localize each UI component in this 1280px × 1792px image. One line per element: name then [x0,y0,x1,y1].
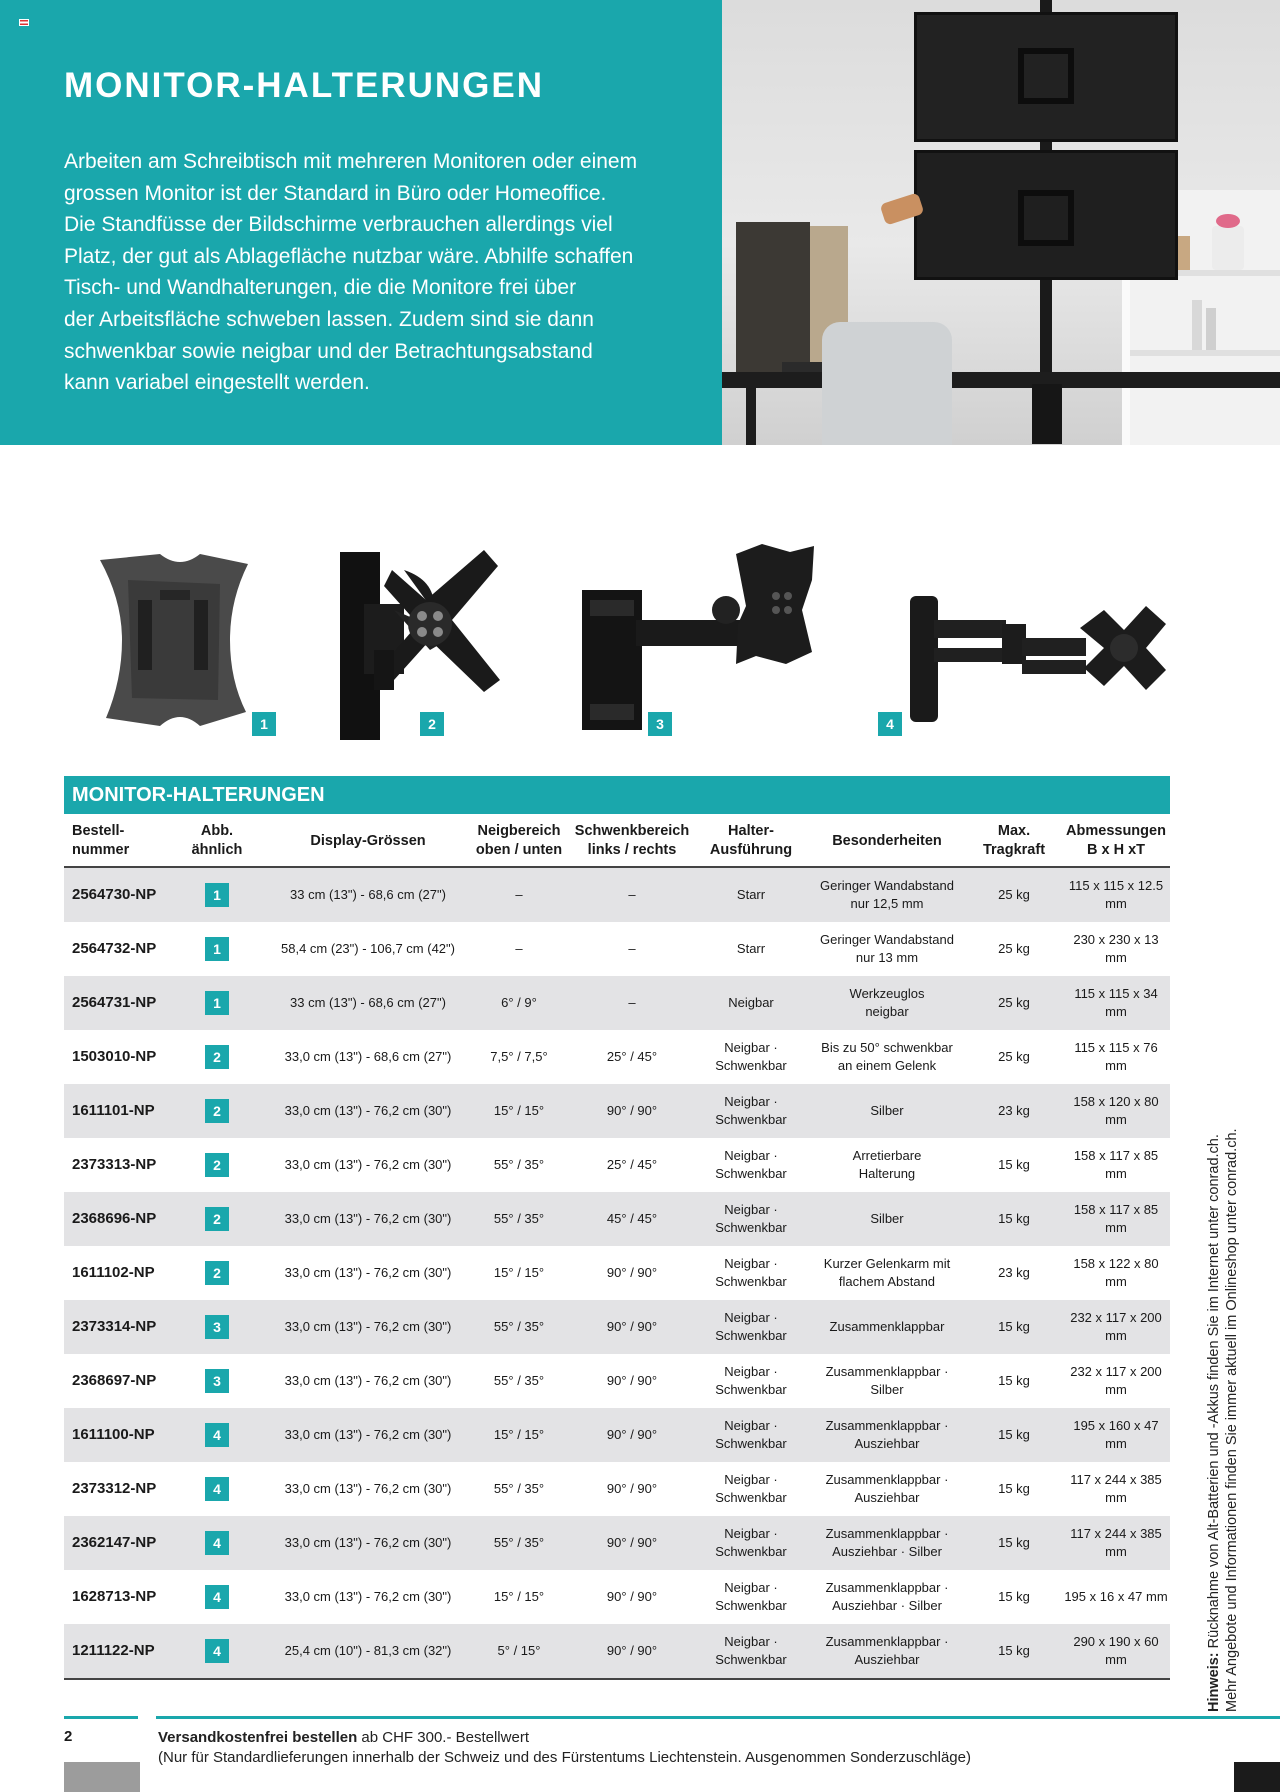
tilt-range: 15° / 15° [493,1589,545,1604]
hero-text-line: Arbeiten am Schreibtisch mit mehreren Monitoren oder einem [64,150,638,173]
dimensions: 232 x 117 x 200 mm [1070,1364,1162,1397]
features: Zusammenklappbar · Ausziehbar [825,1472,949,1505]
footer-text: ab CHF 300.- Bestellwert [357,1729,529,1746]
order-number: 1611100-NP [72,1426,155,1443]
features: Zusammenklappbar · Ausziehbar · Silber [825,1580,949,1613]
header-abmessungen: Abmessungen B x H xT [1066,823,1166,858]
order-number: 2373314-NP [72,1318,157,1335]
figure-badge: 1 [205,883,229,907]
figure-badge: 3 [648,712,672,736]
figure-cell [166,1030,268,1084]
max-load: 25 kg [998,887,1030,902]
figure-badge: 4 [878,712,902,736]
table-row [64,1624,1170,1678]
dimensions: 158 x 122 x 80 mm [1073,1256,1159,1289]
figure-cell [166,1084,268,1138]
figure-badge: 1 [205,991,229,1015]
figure-cell [166,1624,268,1678]
display-size: 33,0 cm (13") - 76,2 cm (30") [284,1535,452,1550]
footer-rule [156,1716,1280,1719]
figure-cell [166,1192,268,1246]
figure-cell [166,1300,268,1354]
figure-cell [166,1408,268,1462]
figure-badge: 2 [205,1261,229,1285]
features: Kurzer Gelenkarm mit flachem Abstand [823,1256,951,1289]
table-row [64,976,1170,1030]
mount-type: Neigbar · Schwenkbar [715,1580,787,1613]
features: Geringer Wandabstand nur 13 mm [820,932,954,965]
swivel-range: 90° / 90° [606,1265,658,1280]
table-row [64,1570,1170,1624]
dimensions: 158 x 117 x 85 mm [1073,1202,1159,1235]
max-load: 15 kg [998,1427,1030,1442]
side-note [1205,1112,1241,1712]
max-load: 15 kg [998,1535,1030,1550]
product-image-3 [576,540,776,740]
table-bottom-rule [64,1678,1170,1680]
hero-text-line: grossen Monitor ist der Standard in Büro oder Homeoffice. [64,181,607,205]
display-size: 33,0 cm (13") - 76,2 cm (30") [284,1319,452,1334]
product-image-4 [874,540,1074,740]
order-number: 2368696-NP [72,1210,157,1227]
features: Zusammenklappbar [829,1319,945,1334]
dimensions: 117 x 244 x 385 mm [1070,1526,1162,1559]
footer-rule [64,1716,138,1719]
product-image-2 [334,540,534,740]
hero-text-line: Platz, der gut als Ablagefläche nutzbar wäre. Abhilfe schaffen [64,244,634,268]
tilt-range: 55° / 35° [493,1535,545,1550]
hero-section [0,0,1280,445]
mount-type: Neigbar · Schwenkbar [715,1040,787,1073]
dimensions: 230 x 230 x 13 mm [1073,932,1159,965]
order-number: 2368697-NP [72,1372,157,1389]
tilt-range: – [515,887,523,902]
max-load: 15 kg [998,1319,1030,1334]
table-row [64,1516,1170,1570]
dimensions: 115 x 115 x 12.5 mm [1068,878,1164,911]
tilt-range: 55° / 35° [493,1211,545,1226]
header-neigbereich: Neigbereich oben / unten [475,823,563,858]
dimensions: 195 x 160 x 47 mm [1073,1418,1159,1451]
side-note-line2: Mehr Angebote und Informationen finden Sie immer aktuell im Onlineshop unter conrad.ch. [1224,1128,1240,1712]
tilt-range: 7,5° / 7,5° [490,1049,548,1064]
mount-type: Neigbar · Schwenkbar [715,1418,787,1451]
max-load: 15 kg [998,1481,1030,1496]
order-number: 2373313-NP [72,1156,157,1173]
folding-arm-mount-icon [576,540,826,740]
hero-panel [0,0,722,445]
table-row [64,1408,1170,1462]
mount-type: Starr [736,941,766,956]
extending-arm-mount-icon [874,540,1174,740]
table-row [64,1246,1170,1300]
table-title: MONITOR-HALTERUNGEN [64,776,1170,814]
order-number: 1628713-NP [72,1588,157,1605]
hero-intro-text [64,146,684,399]
figure-cell [166,922,268,976]
header-abb: Abb. ähnlich [191,823,243,858]
max-load: 25 kg [998,1049,1030,1064]
hero-text-line: Tisch- und Wandhalterungen, die die Monitore frei über [64,276,577,300]
dimensions: 115 x 115 x 76 mm [1074,1040,1158,1073]
features: Werkzeuglos neigbar [849,986,925,1019]
dimensions: 115 x 115 x 34 mm [1074,986,1158,1019]
footer-shipping-text [158,1728,971,1768]
swivel-range: 90° / 90° [606,1103,658,1118]
swivel-range: – [628,995,636,1010]
table-header [64,814,1170,868]
display-size: 33,0 cm (13") - 76,2 cm (30") [284,1103,452,1118]
footer-bold-text: Versandkostenfrei bestellen [158,1729,358,1746]
max-load: 15 kg [998,1157,1030,1172]
figure-badge: 1 [205,937,229,961]
product-image-1 [80,540,280,740]
figure-cell [166,1570,268,1624]
figure-badge: 4 [205,1585,229,1609]
dimensions: 232 x 117 x 200 mm [1070,1310,1162,1343]
mount-type: Neigbar [728,995,774,1010]
dimensions: 195 x 16 x 47 mm [1064,1589,1168,1604]
max-load: 15 kg [998,1211,1030,1226]
swivel-range: 90° / 90° [606,1427,658,1442]
figure-badge: 4 [205,1477,229,1501]
features: Zusammenklappbar · Silber [825,1364,949,1397]
mount-type: Neigbar · Schwenkbar [715,1256,787,1289]
figure-badge: 2 [205,1153,229,1177]
hero-photo-desk-monitors [722,0,1280,445]
order-number: 1503010-NP [72,1048,157,1065]
max-load: 15 kg [998,1643,1030,1658]
table-row [64,1354,1170,1408]
order-number: 2564731-NP [72,994,157,1011]
swivel-range: 90° / 90° [606,1535,658,1550]
dimensions: 290 x 190 x 60 mm [1073,1634,1159,1667]
swivel-range: – [628,887,636,902]
mount-type: Neigbar · Schwenkbar [715,1148,787,1181]
figure-badge: 2 [205,1045,229,1069]
header-halter: Halter- Ausführung [709,823,793,858]
display-size: 33,0 cm (13") - 76,2 cm (30") [284,1481,452,1496]
footer-grey-block [64,1762,140,1792]
display-size: 33,0 cm (13") - 76,2 cm (30") [284,1427,452,1442]
order-number: 2373312-NP [72,1480,157,1497]
display-size: 33,0 cm (13") - 68,6 cm (27") [284,1049,452,1064]
header-schwenkbereich: Schwenkbereich links / rechts [574,823,690,858]
mount-type: Neigbar · Schwenkbar [715,1472,787,1505]
figure-badge: 2 [205,1207,229,1231]
dimensions: 158 x 120 x 80 mm [1073,1094,1159,1127]
header-tragkraft: Max. Tragkraft [982,823,1046,858]
table-row [64,1084,1170,1138]
figure-cell [166,1354,268,1408]
mount-type: Starr [736,887,766,902]
table-row [64,922,1170,976]
order-number: 1211122-NP [72,1642,155,1659]
swivel-range: – [628,941,636,956]
features: Zusammenklappbar · Ausziehbar · Silber [825,1526,949,1559]
hero-text-line: der Arbeitsfläche schweben lassen. Zudem sind sie dann [64,307,594,331]
figure-badge: 1 [252,712,276,736]
tilt-range: 55° / 35° [493,1373,545,1388]
swivel-range: 90° / 90° [606,1643,658,1658]
tilt-range: 55° / 35° [493,1481,545,1496]
figure-badge: 4 [205,1639,229,1663]
mount-type: Neigbar · Schwenkbar [715,1634,787,1667]
page-number: 2 [64,1728,73,1745]
display-size: 33,0 cm (13") - 76,2 cm (30") [284,1265,452,1280]
side-note-line1: Rücknahme von Alt-Batterien und -Akkus finden Sie im Internet unter conrad.ch. [1206,1134,1222,1649]
header-display: Display-Grössen [310,832,426,849]
figure-cell [166,1516,268,1570]
max-load: 25 kg [998,941,1030,956]
display-size: 58,4 cm (23") - 106,7 cm (42") [281,941,455,956]
order-number: 1611101-NP [72,1102,155,1119]
features: Silber [870,1103,904,1118]
order-number: 2564732-NP [72,940,157,957]
swivel-range: 90° / 90° [606,1373,658,1388]
mount-type: Neigbar · Schwenkbar [715,1094,787,1127]
table-row [64,1138,1170,1192]
display-size: 33 cm (13") - 68,6 cm (27") [290,887,446,902]
max-load: 15 kg [998,1373,1030,1388]
tilt-range: – [515,941,523,956]
flag-icon [19,19,29,26]
hero-text-line: schwenkbar sowie neigbar und der Betrachtungsabstand [64,339,593,363]
figure-cell [166,1462,268,1516]
hero-text-line: Die Standfüsse der Bildschirme verbrauchen allerdings viel [64,213,613,237]
order-number: 2564730-NP [72,886,157,903]
tilt-range: 15° / 15° [493,1103,545,1118]
dimensions: 158 x 117 x 85 mm [1073,1148,1159,1181]
header-besonderheiten: Besonderheiten [832,832,942,849]
hero-title: MONITOR-HALTERUNGEN [64,66,545,105]
mount-type: Neigbar · Schwenkbar [715,1202,787,1235]
dimensions: 117 x 244 x 385 mm [1070,1472,1162,1505]
max-load: 15 kg [998,1589,1030,1604]
tilt-range: 15° / 15° [493,1427,545,1442]
features: Geringer Wandabstand nur 12,5 mm [820,878,954,911]
display-size: 33,0 cm (13") - 76,2 cm (30") [284,1211,452,1226]
table-body [64,868,1170,1678]
features: Zusammenklappbar · Ausziehbar [825,1634,949,1667]
features: Silber [870,1211,904,1226]
table-row [64,1462,1170,1516]
max-load: 25 kg [998,995,1030,1010]
display-size: 33,0 cm (13") - 76,2 cm (30") [284,1373,452,1388]
swivel-range: 90° / 90° [606,1481,658,1496]
table-row [64,1192,1170,1246]
swivel-range: 25° / 45° [606,1157,658,1172]
swivel-range: 90° / 90° [606,1319,658,1334]
footer-dark-block [1234,1762,1280,1792]
tilt-range: 55° / 35° [493,1319,545,1334]
tilt-range: 6° / 9° [501,995,537,1010]
display-size: 33,0 cm (13") - 76,2 cm (30") [284,1589,452,1604]
tilt-range: 55° / 35° [493,1157,545,1172]
swivel-range: 45° / 45° [606,1211,658,1226]
mount-type: Neigbar · Schwenkbar [715,1310,787,1343]
max-load: 23 kg [998,1103,1030,1118]
features: Zusammenklappbar · Ausziehbar [825,1418,949,1451]
figure-badge: 4 [205,1423,229,1447]
figure-cell [166,1138,268,1192]
figure-badge: 3 [205,1369,229,1393]
table-row [64,1030,1170,1084]
features: Bis zu 50° schwenkbar an einem Gelenk [821,1040,953,1073]
figure-cell [166,868,268,922]
tilt-range: 15° / 15° [493,1265,545,1280]
figure-badge: 2 [205,1099,229,1123]
figure-cell [166,976,268,1030]
figure-badge: 4 [205,1531,229,1555]
mount-type: Neigbar · Schwenkbar [715,1526,787,1559]
swivel-range: 25° / 45° [606,1049,658,1064]
figure-badge: 2 [420,712,444,736]
tilt-swivel-mount-icon [334,540,534,740]
mount-type: Neigbar · Schwenkbar [715,1364,787,1397]
figure-cell [166,1246,268,1300]
order-number: 1611102-NP [72,1264,155,1281]
features: Arretierbare Halterung [852,1148,922,1181]
display-size: 33 cm (13") - 68,6 cm (27") [290,995,446,1010]
figure-badge: 3 [205,1315,229,1339]
footer-note: (Nur für Standardlieferungen innerhalb der Schweiz und des Fürstentums Liechtenstein. Ausgenommen Sonderzuschläge) [158,1749,971,1766]
swivel-range: 90° / 90° [606,1589,658,1604]
header-bestellnummer: Bestell- nummer [72,823,130,858]
table-row [64,1300,1170,1354]
side-note-label: Hinweis: [1206,1652,1222,1712]
wall-mount-flat-icon [80,540,280,740]
display-size: 25,4 cm (10") - 81,3 cm (32") [284,1643,452,1658]
max-load: 23 kg [998,1265,1030,1280]
table-row [64,868,1170,922]
tilt-range: 5° / 15° [497,1643,541,1658]
order-number: 2362147-NP [72,1534,157,1551]
display-size: 33,0 cm (13") - 76,2 cm (30") [284,1157,452,1172]
hero-text-line: kann variabel eingestellt werden. [64,371,370,395]
